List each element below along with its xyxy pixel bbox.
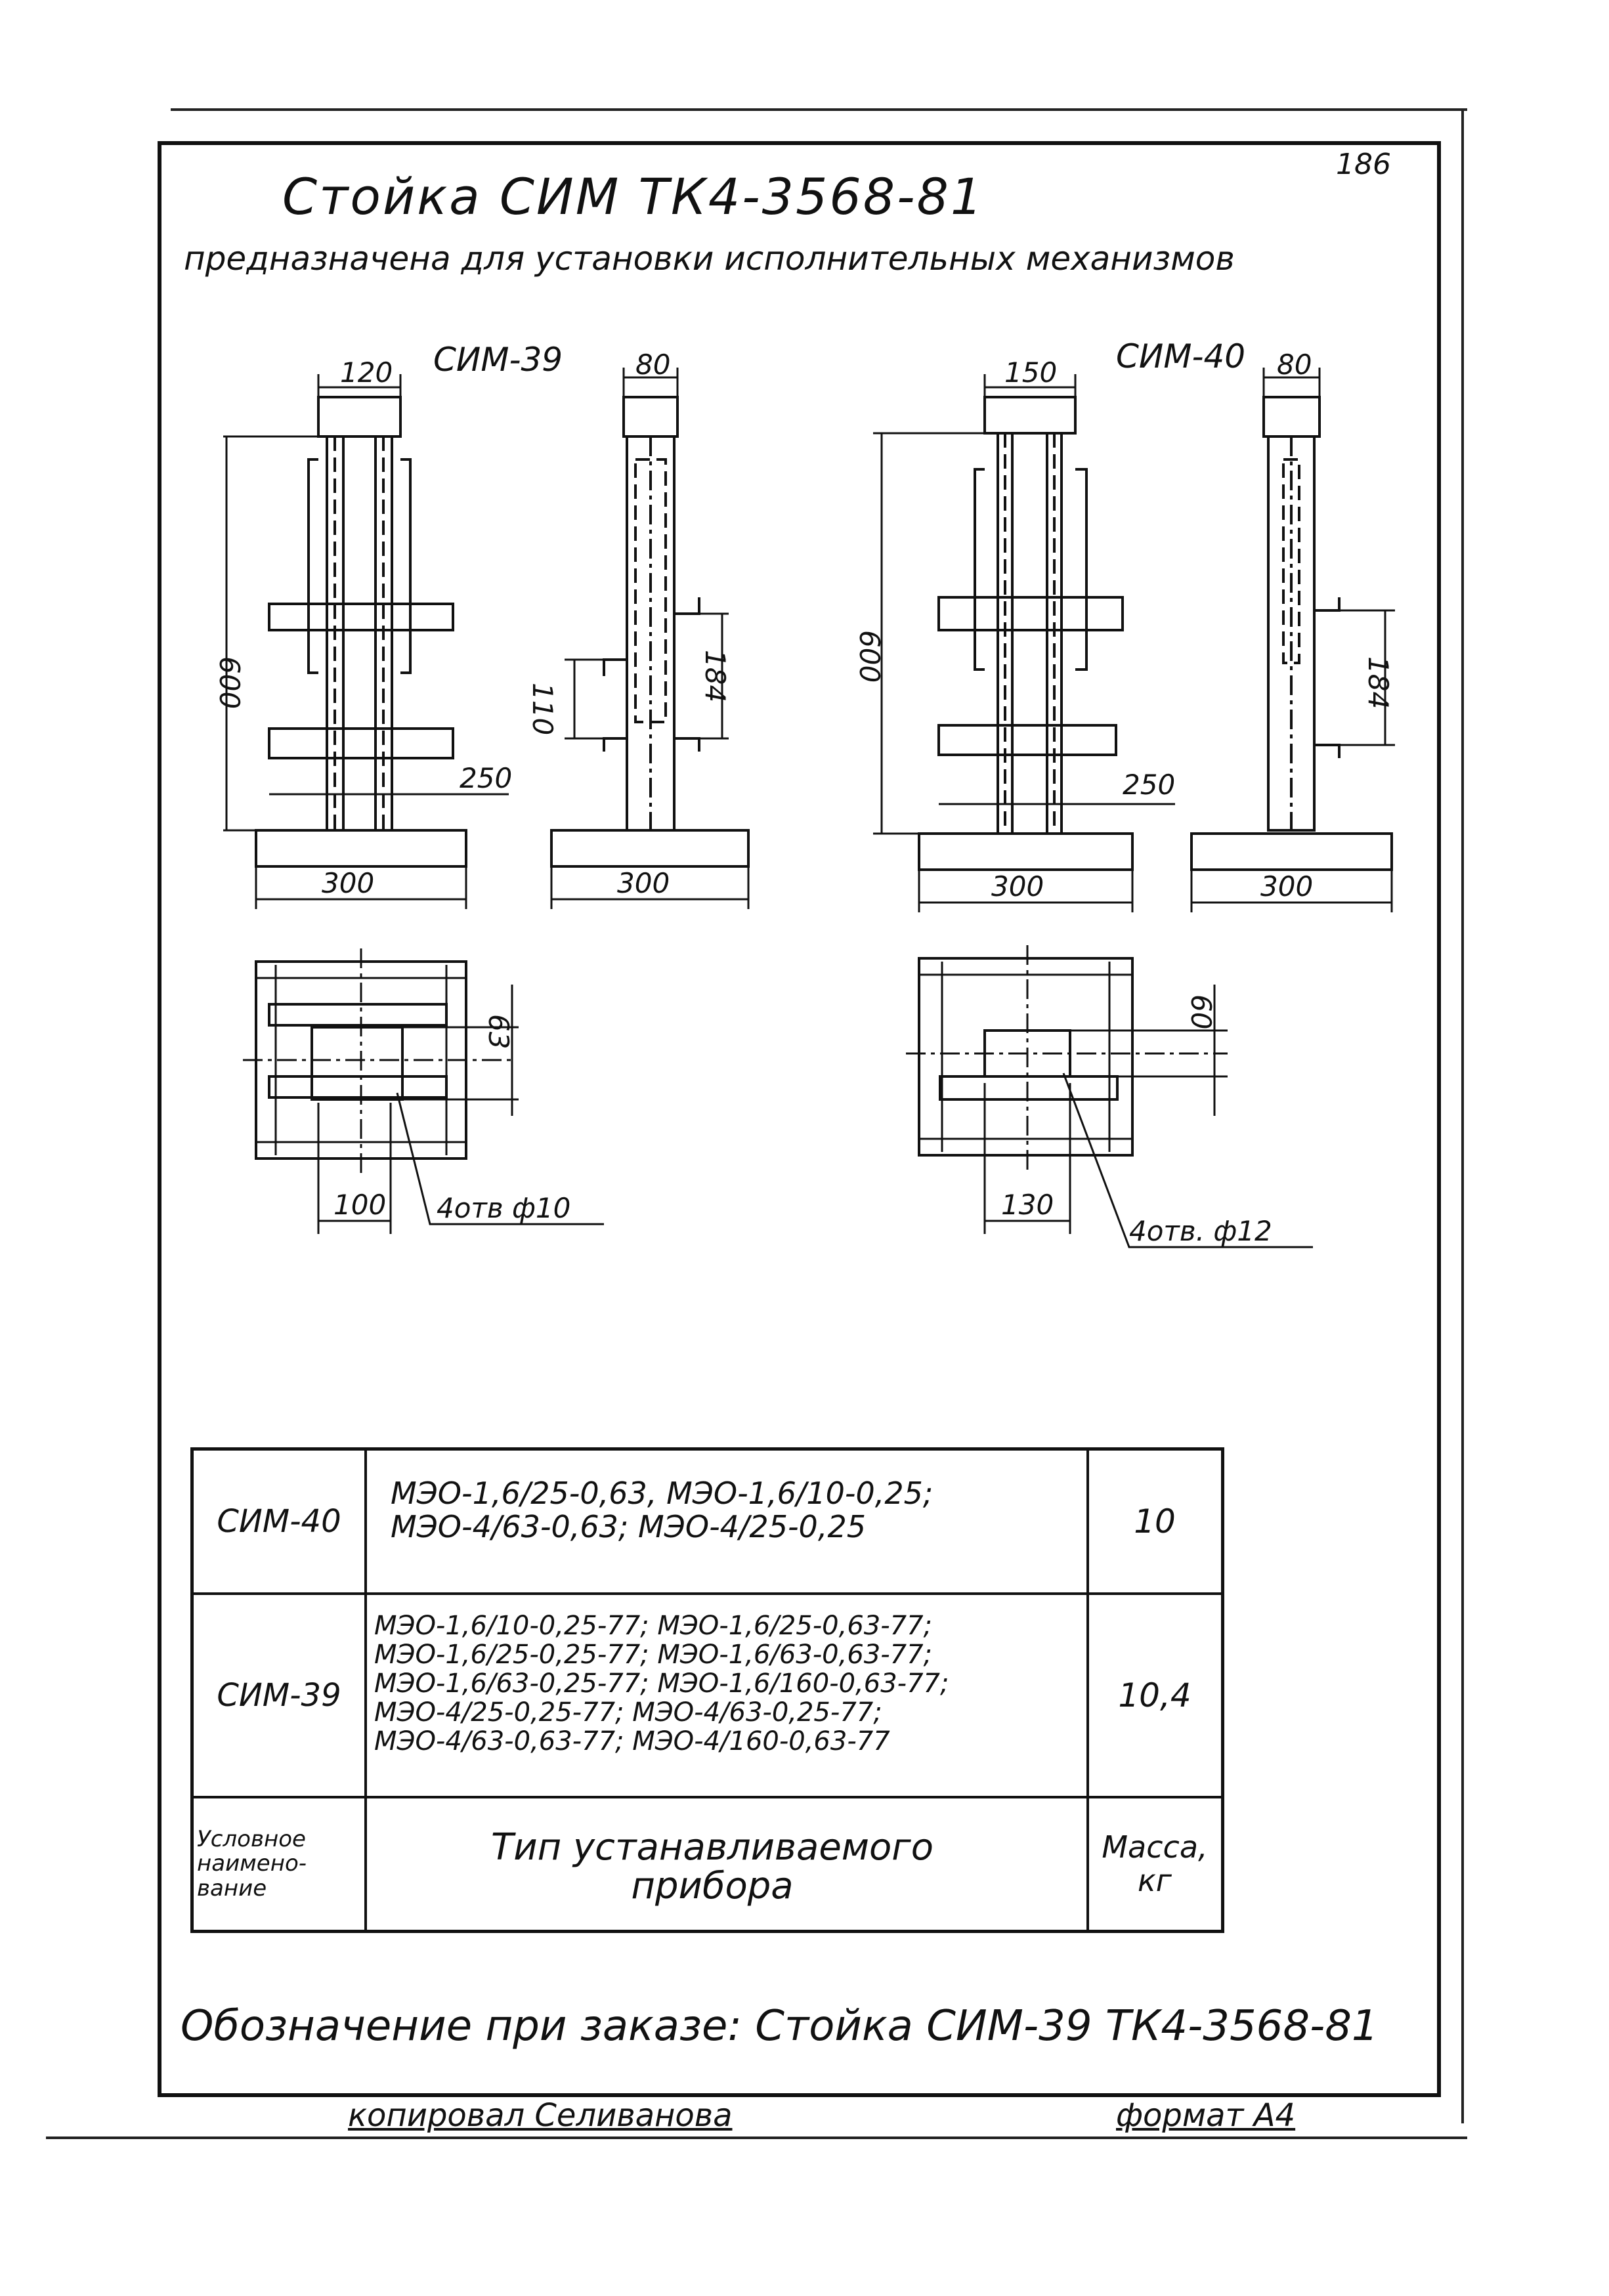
row-mass: 10,4: [1118, 1676, 1191, 1714]
sim40-holes-note: 4отв. ф12: [1129, 1215, 1272, 1247]
footer-format: формат А4: [1116, 2097, 1296, 2134]
row-types: МЭО-1,6/25-0,63, МЭО-1,6/10-0,25; МЭО-4/63-0,63; МЭО-4/25-0,25: [391, 1476, 933, 1544]
table-header-row: [194, 1798, 1221, 1930]
footer-copied-by: копировал Селиванова: [348, 2097, 733, 2134]
header-mass: Масса, кг: [1102, 1829, 1208, 1898]
sim39-holes-note: 4отв ф10: [437, 1192, 571, 1224]
sim40-dim-base-side: 300: [1260, 870, 1314, 903]
sim40-plan-view: [906, 945, 1313, 1247]
sim40-dim-top-front: 150: [1004, 356, 1058, 389]
sim39-plan-view: [243, 948, 604, 1234]
page-subtitle: предназначена для установки исполнительных механизмов: [184, 240, 1235, 278]
sim39-plan-dim-horizontal: 100: [333, 1189, 387, 1221]
sim39-side-view: [551, 368, 748, 909]
sim40-dim-base-front: 300: [991, 870, 1044, 903]
sim39-plan-dim-vertical: 63: [483, 1014, 515, 1050]
row-name: СИМ-40: [217, 1503, 341, 1540]
sim40-front-view: [873, 374, 1175, 912]
table-row: [194, 1451, 1221, 1595]
order-note: Обозначение при заказе: Стойка СИМ-39 ТК4-3568-81: [181, 2002, 1379, 2051]
sim40-plan-dim-horizontal: 130: [1001, 1189, 1054, 1221]
sim39-dim-width-mid: 250: [460, 762, 513, 794]
sim39-dim-base-front: 300: [322, 867, 375, 899]
sim39-dim-side-lower: 110: [526, 683, 559, 736]
row-mass: 10: [1134, 1502, 1176, 1541]
table-row: [194, 1595, 1221, 1798]
page-number: 186: [1336, 148, 1391, 181]
sim40-dim-side-upper: 184: [1362, 656, 1394, 710]
sim40-plan-dim-vertical: 60: [1185, 994, 1217, 1030]
sim40-label: СИМ-40: [1116, 337, 1246, 375]
sim40-side-view: [1191, 368, 1395, 912]
spec-table: [190, 1447, 1224, 1933]
sim39-dim-height: 600: [213, 656, 246, 710]
header-types: Тип устанавливаемого прибора: [491, 1826, 933, 1907]
sim40-dim-height: 600: [853, 630, 886, 683]
row-name: СИМ-39: [217, 1677, 341, 1714]
page-title: Стойка СИМ ТК4-3568-81: [282, 167, 985, 226]
sim39-dim-top-side: 80: [635, 349, 671, 381]
sim40-dim-width-mid: 250: [1123, 769, 1176, 801]
sim39-dim-side-upper: 184: [699, 650, 731, 703]
header-name: Условное наимено-вание: [197, 1825, 307, 1902]
row-types: МЭО-1,6/10-0,25-77; МЭО-1,6/25-0,63-77; МЭО-1,6/25-0,25-77; МЭО-1,6/63-0,63-77; МЭО-1,6/63-0,25-77; МЭО-1,6/160-0,63-77; МЭО-4/25-0,25-77; МЭО-4/63-0,25-77; МЭО-4/63-0,63-77; МЭО-4/160-0,63-77: [374, 1611, 949, 1756]
sim39-label: СИМ-39: [433, 341, 563, 379]
sim39-dim-top-front: 120: [340, 356, 393, 389]
sim39-dim-base-side: 300: [617, 867, 670, 899]
sim40-dim-top-side: 80: [1277, 349, 1312, 381]
sim39-front-view: [223, 374, 509, 909]
